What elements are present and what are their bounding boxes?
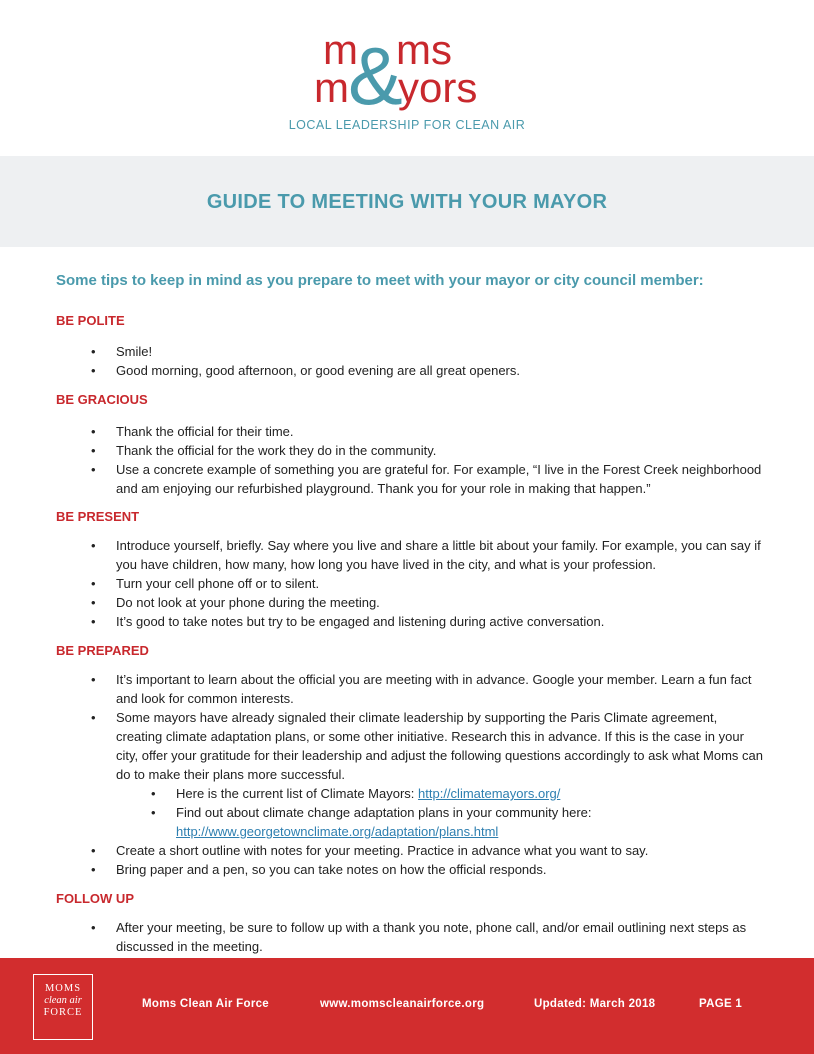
list-item-text: Introduce yourself, briefly. Say where you live and share a little bit about your family. For example, you can say if you have children, how many, how long you have lived in the city, and what is your profession. [116,538,761,572]
list-item [56,460,766,498]
be-prepared-list [56,670,766,879]
list-item-text: Turn your cell phone off or to silent. [116,576,320,591]
list-item-text: It’s good to take notes but try to be engaged and listening during active conversation. [116,614,605,629]
list-item-text: Some mayors have already signaled their climate leadership by supporting the Paris Climate agreement, creating climate adaptation plans, or some other initiative. Research this in advance. If this is the case in your city, offer your gratitude for their leadership and adjust the following questions accordingly to ask what Moms can do to make their plans more successful. [116,710,763,782]
adaptation-plans-link[interactable]: http://www.georgetownclimate.org/adaptation/plans.html [176,824,499,839]
list-item [56,612,766,631]
logo-word1-b: ms [396,26,452,73]
bullet: • [91,920,96,935]
list-item-text: Find out about climate change adaptation plans in your community here: [176,805,592,820]
list-item-text: Here is the current list of Climate Mayors: [176,786,419,801]
section-heading-be-polite: BE POLITE [56,313,125,328]
list-item-text: Thank the official for the work they do in the community. [116,443,437,458]
bullet: • [91,614,96,629]
sub-list-item [56,784,766,803]
main-content [56,272,766,956]
bullet: • [91,538,96,553]
sub-list-item [56,803,766,841]
section-heading-be-prepared: BE PREPARED [56,643,149,658]
list-item-text: Create a short outline with notes for your meeting. Practice in advance what you want to say. [116,843,649,858]
list-item-text: Good morning, good afternoon, or good evening are all great openers. [116,363,520,378]
list-item [56,841,766,860]
list-item [56,422,766,441]
logo-ampersand: & [348,31,403,122]
list-item [56,860,766,879]
page-title: GUIDE TO MEETING WITH YOUR MAYOR [206,191,608,213]
list-item [56,593,766,612]
footer-org-name: Moms Clean Air Force [142,998,269,1010]
list-item [56,574,766,593]
list-item-text: Bring paper and a pen, so you can take notes on how the official responds. [116,862,547,877]
logo-word2-b: yors [398,64,478,111]
bullet: • [91,672,96,687]
footer-page-number: PAGE 1 [699,998,743,1010]
footer-logo-line2: clean air [44,995,82,1006]
bullet: • [151,786,156,801]
logo-area [0,0,814,156]
bullet: • [91,443,96,458]
be-present-list [56,536,766,631]
list-item [56,708,766,784]
section-heading-follow-up: FOLLOW UP [56,891,134,906]
list-item [56,536,766,574]
bullet: • [91,424,96,439]
section-heading-be-present: BE PRESENT [56,509,140,524]
list-item [56,670,766,708]
list-item [56,361,766,380]
footer [0,958,814,1054]
list-item-text: It’s important to learn about the official you are meeting with in advance. Google your member. Learn a fun fact and look for common interests. [116,672,752,706]
intro-heading: Some tips to keep in mind as you prepare to meet with your mayor or city council member: [56,272,704,289]
follow-up-list [56,918,766,956]
list-item [56,918,766,956]
list-item-text: Smile! [116,344,153,359]
bullet: • [91,843,96,858]
footer-updated-date: Updated: March 2018 [534,998,656,1010]
logo-tagline: LOCAL LEADERSHIP FOR CLEAN AIR [288,118,526,132]
list-item-text: Use a concrete example of something you are grateful for. For example, “I live in the Forest Creek neighborhood and am enjoying our refurbished playground. Thank you for your role in making that happen.” [116,462,762,496]
list-item-text: Thank the official for their time. [116,424,294,439]
bullet: • [91,710,96,725]
bullet: • [91,462,96,477]
climate-mayors-link[interactable]: http://climatemayors.org/ [418,786,561,801]
footer-logo-line1: MOMS [44,983,82,994]
bullet: • [151,805,156,820]
list-item-text: Do not look at your phone during the meeting. [116,595,380,610]
logo-word2-a: m [314,64,349,111]
title-band [0,156,814,247]
list-item [56,441,766,460]
list-item [56,342,766,361]
logo-word1-a: m [323,26,358,73]
section-heading-be-gracious: BE GRACIOUS [56,392,148,407]
bullet: • [91,344,96,359]
list-item-text: After your meeting, be sure to follow up with a thank you note, phone call, and/or email outlining next steps as discussed in the meeting. [116,920,747,954]
bullet: • [91,363,96,378]
be-polite-list [56,342,766,380]
footer-website[interactable]: www.momscleanairforce.org [320,998,485,1010]
footer-logo-line3: FORCE [43,1007,83,1018]
bullet: • [91,595,96,610]
bullet: • [91,576,96,591]
moms-clean-air-force-logo [33,974,93,1040]
bullet: • [91,862,96,877]
be-gracious-list [56,422,766,498]
